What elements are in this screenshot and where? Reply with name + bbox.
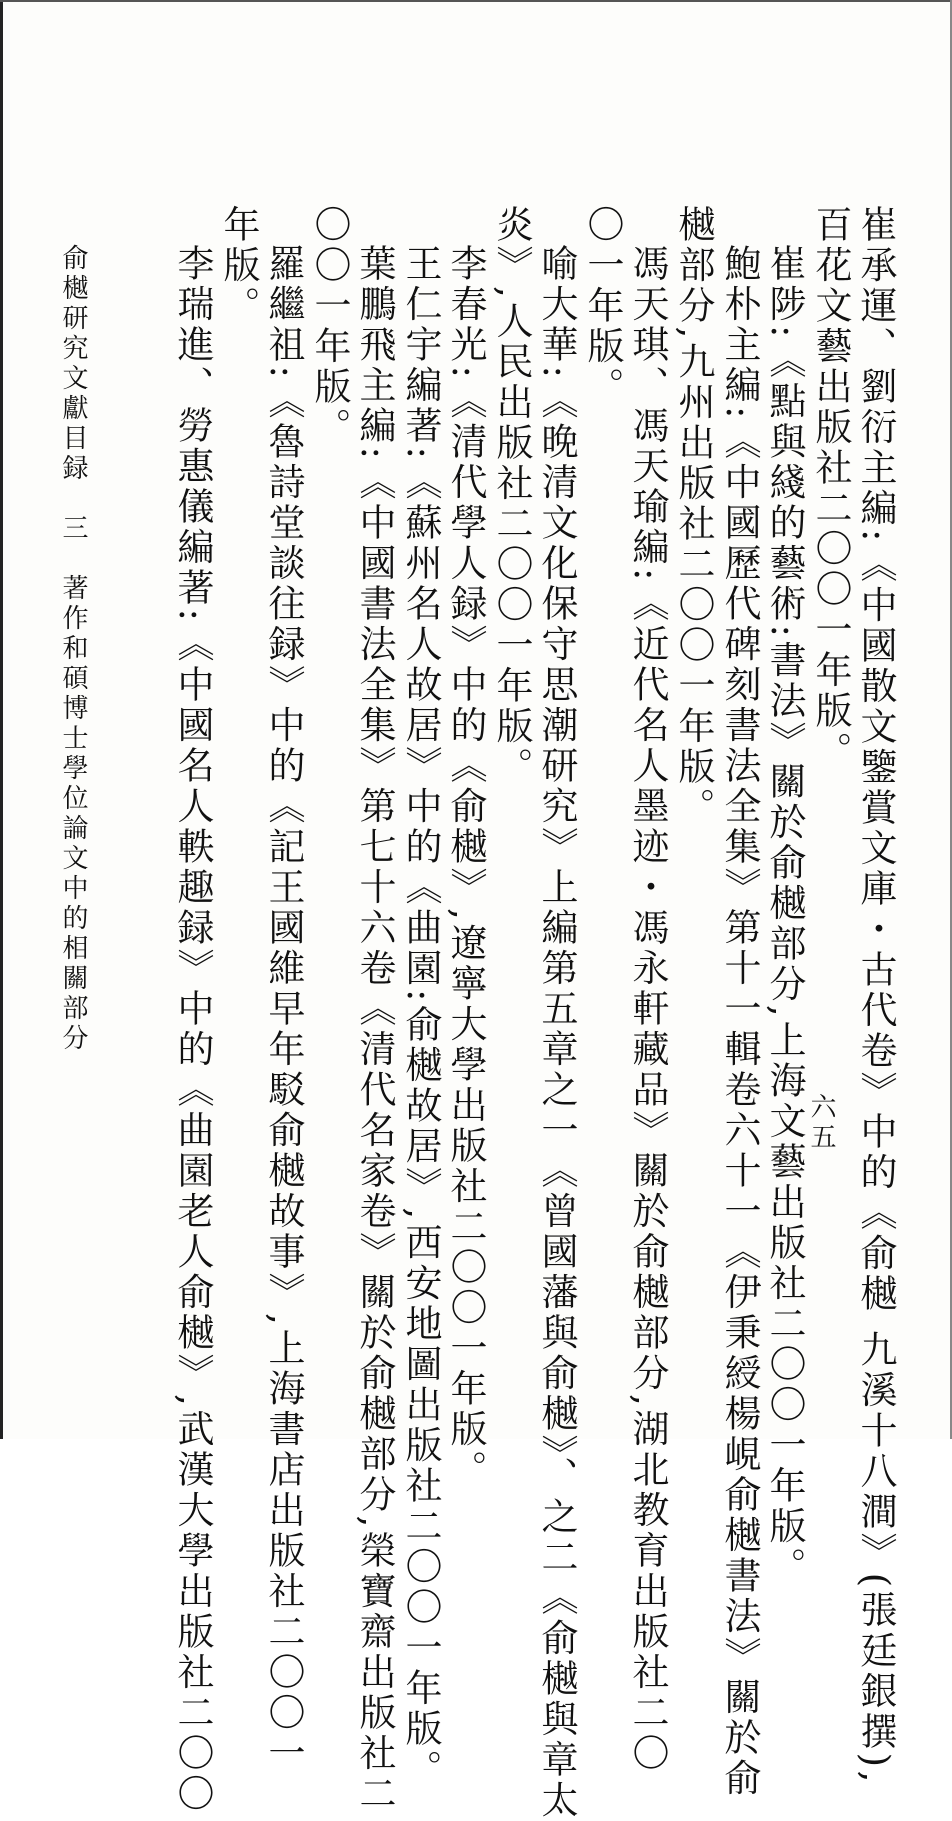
text-column-13: 〇〇一年版。 [308, 205, 351, 448]
text-column-1: 崔承運、劉衍主編:《中國散文鑒賞文庫・古代卷》中的《俞樾 九溪十八澗》(張廷銀撰), [854, 205, 897, 1786]
text-column-11: 王仁宇編著:《蘇州名人故居》中的《曲園:俞樾故居》,西安地圖出版社二〇〇一年版。 [399, 244, 442, 1790]
text-column-7: 〇一年版。 [581, 205, 624, 408]
text-column-12: 葉鵬飛主編:《中國書法全集》第七十六卷《清代名家卷》關於俞樾部分,榮寶齋出版社二 [353, 244, 396, 1815]
text-column-10: 李春光:《清代學人録》中的《俞樾》,遼寧大學出版社二〇〇一年版。 [444, 244, 487, 1491]
text-column-16: 李瑞進、勞惠儀編著:《中國名人軼趣録》中的《曲園老人俞樾》,武漢大學出版社二〇〇 [171, 244, 214, 1815]
page-number: 六五 [806, 1093, 836, 1153]
text-column-9: 炎》,人民出版社二〇〇一年版。 [490, 205, 533, 788]
text-column-8: 喻大華:《晚清文化保守思潮研究》上編第五章之一《曾國藩與俞樾》、之二《俞樾與章太 [535, 244, 578, 1821]
page-edge-left [0, 0, 3, 1439]
text-column-2: 百花文藝出版社二〇〇一年版。 [809, 205, 852, 772]
text-column-14: 羅繼祖:《魯詩堂談往録》中的《記王國維早年駁俞樾故事》,上海書店出版社二〇〇一 [262, 244, 305, 1774]
text-column-3: 崔陟:《點與綫的藝術:書法》關於俞樾部分,上海文藝出版社二〇〇一年版。 [763, 244, 806, 1588]
running-title: 俞樾研究文獻目録 三 著作和碩博士學位論文中的相關部分 [58, 244, 88, 1054]
text-column-6: 馮天琪、馮天瑜編:《近代名人墨迹・馮永軒藏品》關於俞樾部分,湖北教育出版社二〇 [626, 244, 669, 1774]
text-column-4: 鮑朴主編:《中國歷代碑刻書法全集》第十一輯卷六十一《伊秉綬楊峴俞樾書法》關於俞 [718, 244, 761, 1799]
text-column-15: 年版。 [217, 205, 260, 327]
page-edge-top [0, 0, 952, 2]
text-column-5: 樾部分,九州出版社二〇〇一年版。 [672, 205, 715, 828]
